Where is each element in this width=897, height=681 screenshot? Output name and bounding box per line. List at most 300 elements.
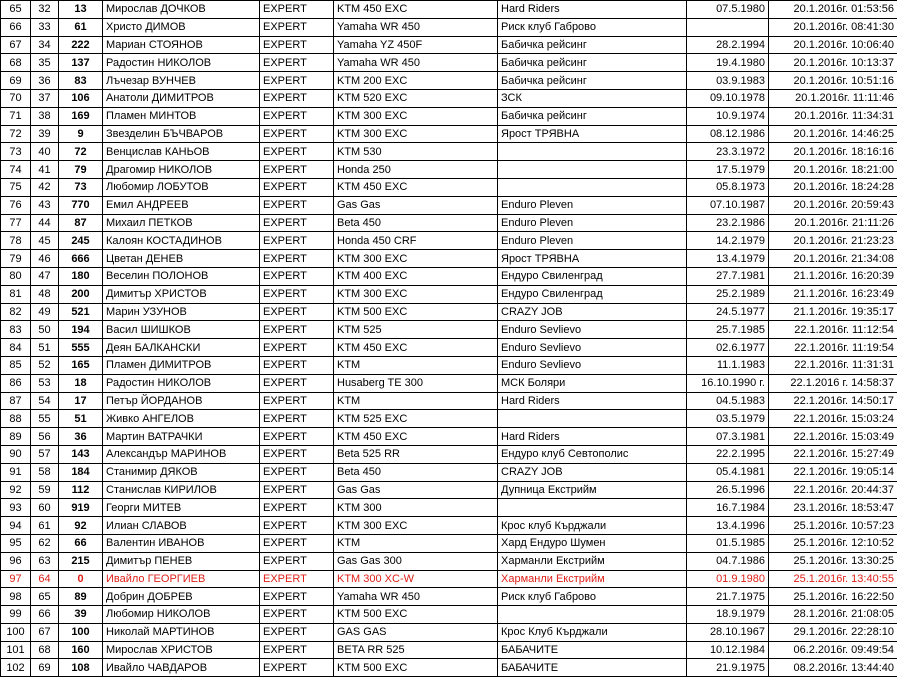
rider-name-cell: Радостин НИКОЛОВ <box>103 374 260 392</box>
motorcycle-cell: KTM 450 EXC <box>334 178 498 196</box>
motorcycle-cell: KTM 450 EXC <box>334 339 498 357</box>
race-number-cell: 83 <box>59 72 103 90</box>
club-cell: БАБАЧИТЕ <box>498 641 687 659</box>
class-position-cell: 58 <box>31 463 59 481</box>
table-row <box>1 125 897 143</box>
registration-time-cell: 20.1.2016г. 18:21:00 <box>769 161 897 179</box>
category-cell: EXPERT <box>260 267 334 285</box>
registration-time-cell: 20.1.2016г. 18:24:28 <box>769 178 897 196</box>
motorcycle-cell: KTM 300 XC-W <box>334 570 498 588</box>
class-position-cell: 41 <box>31 161 59 179</box>
category-cell: EXPERT <box>260 623 334 641</box>
rider-name-cell: Петър ЙОРДАНОВ <box>103 392 260 410</box>
category-cell: EXPERT <box>260 161 334 179</box>
motorcycle-cell: KTM <box>334 356 498 374</box>
motorcycle-cell: KTM 530 <box>334 143 498 161</box>
club-cell: Ярост ТРЯВНА <box>498 250 687 268</box>
race-number-cell: 137 <box>59 54 103 72</box>
row-number-cell: 74 <box>1 161 31 179</box>
rider-name-cell: Христо ДИМОВ <box>103 18 260 36</box>
class-position-cell: 50 <box>31 321 59 339</box>
table-row <box>1 552 897 570</box>
row-number-cell: 76 <box>1 196 31 214</box>
club-cell: МСК Боляри <box>498 374 687 392</box>
rider-name-cell: Георги МИТЕВ <box>103 499 260 517</box>
club-cell: Бабичка рейсинг <box>498 54 687 72</box>
class-position-cell: 39 <box>31 125 59 143</box>
rider-name-cell: Деян БАЛКАНСКИ <box>103 339 260 357</box>
row-number-cell: 91 <box>1 463 31 481</box>
table-row <box>1 410 897 428</box>
category-cell: EXPERT <box>260 285 334 303</box>
birth-date-cell: 03.9.1983 <box>687 72 769 90</box>
motorcycle-cell: KTM 450 EXC <box>334 1 498 19</box>
club-cell: Hard Riders <box>498 1 687 19</box>
birth-date-cell: 21.9.1975 <box>687 659 769 677</box>
table-row <box>1 374 897 392</box>
registration-time-cell: 20.1.2016г. 14:46:25 <box>769 125 897 143</box>
rider-name-cell: Радостин НИКОЛОВ <box>103 54 260 72</box>
table-row <box>1 606 897 624</box>
table-row <box>1 499 897 517</box>
table-row <box>1 143 897 161</box>
race-number-cell: 89 <box>59 588 103 606</box>
row-number-cell: 100 <box>1 623 31 641</box>
registration-time-cell: 20.1.2016г. 11:11:46 <box>769 89 897 107</box>
rider-name-cell: Димитър ХРИСТОВ <box>103 285 260 303</box>
motorcycle-cell: Honda 250 <box>334 161 498 179</box>
class-position-cell: 35 <box>31 54 59 72</box>
category-cell: EXPERT <box>260 36 334 54</box>
registration-time-cell: 20.1.2016г. 10:06:40 <box>769 36 897 54</box>
rider-name-cell: Любомир НИКОЛОВ <box>103 606 260 624</box>
row-number-cell: 90 <box>1 445 31 463</box>
race-number-cell: 61 <box>59 18 103 36</box>
table-row <box>1 339 897 357</box>
birth-date-cell: 07.10.1987 <box>687 196 769 214</box>
table-row <box>1 659 897 677</box>
row-number-cell: 82 <box>1 303 31 321</box>
race-number-cell: 919 <box>59 499 103 517</box>
birth-date-cell: 16.7.1984 <box>687 499 769 517</box>
category-cell: EXPERT <box>260 463 334 481</box>
race-number-cell: 100 <box>59 623 103 641</box>
motorcycle-cell: KTM 300 EXC <box>334 125 498 143</box>
row-number-cell: 73 <box>1 143 31 161</box>
row-number-cell: 66 <box>1 18 31 36</box>
row-number-cell: 92 <box>1 481 31 499</box>
row-number-cell: 99 <box>1 606 31 624</box>
rider-name-cell: Калоян КОСТАДИНОВ <box>103 232 260 250</box>
birth-date-cell: 01.5.1985 <box>687 534 769 552</box>
registration-time-cell: 29.1.2016г. 22:28:10 <box>769 623 897 641</box>
class-position-cell: 37 <box>31 89 59 107</box>
birth-date-cell: 25.2.1989 <box>687 285 769 303</box>
registration-time-cell: 20.1.2016г. 21:23:23 <box>769 232 897 250</box>
row-number-cell: 72 <box>1 125 31 143</box>
race-number-cell: 169 <box>59 107 103 125</box>
registration-time-cell: 20.1.2016г. 10:13:37 <box>769 54 897 72</box>
birth-date-cell: 23.2.1986 <box>687 214 769 232</box>
rider-name-cell: Добрин ДОБРЕВ <box>103 588 260 606</box>
rider-name-cell: Пламен ДИМИТРОВ <box>103 356 260 374</box>
category-cell: EXPERT <box>260 196 334 214</box>
table-row <box>1 534 897 552</box>
row-number-cell: 81 <box>1 285 31 303</box>
class-position-cell: 59 <box>31 481 59 499</box>
club-cell: ЗСК <box>498 89 687 107</box>
category-cell: EXPERT <box>260 214 334 232</box>
motorcycle-cell: KTM 525 EXC <box>334 410 498 428</box>
race-number-cell: 215 <box>59 552 103 570</box>
race-number-cell: 36 <box>59 428 103 446</box>
race-number-cell: 17 <box>59 392 103 410</box>
row-number-cell: 65 <box>1 1 31 19</box>
rider-name-cell: Пламен МИНТОВ <box>103 107 260 125</box>
rider-name-cell: Мариан СТОЯНОВ <box>103 36 260 54</box>
category-cell: EXPERT <box>260 499 334 517</box>
birth-date-cell: 21.7.1975 <box>687 588 769 606</box>
row-number-cell: 101 <box>1 641 31 659</box>
category-cell: EXPERT <box>260 321 334 339</box>
class-position-cell: 55 <box>31 410 59 428</box>
row-number-cell: 87 <box>1 392 31 410</box>
registration-time-cell: 20.1.2016г. 10:51:16 <box>769 72 897 90</box>
race-number-cell: 160 <box>59 641 103 659</box>
club-cell: Дупница Екстрийм <box>498 481 687 499</box>
registration-time-cell: 08.2.2016г. 13:44:40 <box>769 659 897 677</box>
class-position-cell: 43 <box>31 196 59 214</box>
class-position-cell: 34 <box>31 36 59 54</box>
race-number-cell: 92 <box>59 517 103 535</box>
rider-name-cell: Александър МАРИНОВ <box>103 445 260 463</box>
row-number-cell: 88 <box>1 410 31 428</box>
table-row <box>1 588 897 606</box>
rider-name-cell: Станимир ДЯКОВ <box>103 463 260 481</box>
rider-name-cell: Валентин ИВАНОВ <box>103 534 260 552</box>
category-cell: EXPERT <box>260 588 334 606</box>
category-cell: EXPERT <box>260 606 334 624</box>
category-cell: EXPERT <box>260 72 334 90</box>
race-number-cell: 184 <box>59 463 103 481</box>
category-cell: EXPERT <box>260 54 334 72</box>
table-row <box>1 356 897 374</box>
table-row <box>1 641 897 659</box>
birth-date-cell: 23.3.1972 <box>687 143 769 161</box>
row-number-cell: 94 <box>1 517 31 535</box>
rider-name-cell: Станислав КИРИЛОВ <box>103 481 260 499</box>
registration-time-cell: 28.1.2016г. 21:08:05 <box>769 606 897 624</box>
motorcycle-cell: KTM <box>334 392 498 410</box>
club-cell: БАБАЧИТЕ <box>498 659 687 677</box>
rider-name-cell: Димитър ПЕНЕВ <box>103 552 260 570</box>
registration-time-cell: 25.1.2016г. 16:22:50 <box>769 588 897 606</box>
table-row <box>1 428 897 446</box>
class-position-cell: 36 <box>31 72 59 90</box>
birth-date-cell: 18.9.1979 <box>687 606 769 624</box>
birth-date-cell: 10.12.1984 <box>687 641 769 659</box>
club-cell: Hard Riders <box>498 428 687 446</box>
race-number-cell: 143 <box>59 445 103 463</box>
motorcycle-cell: KTM 200 EXC <box>334 72 498 90</box>
race-number-cell: 555 <box>59 339 103 357</box>
motorcycle-cell: Honda 450 CRF <box>334 232 498 250</box>
rider-name-cell: Ивайло ГЕОРГИЕВ <box>103 570 260 588</box>
birth-date-cell: 14.2.1979 <box>687 232 769 250</box>
category-cell: EXPERT <box>260 178 334 196</box>
race-number-cell: 79 <box>59 161 103 179</box>
rider-name-cell: Марин УЗУНОВ <box>103 303 260 321</box>
registration-time-cell: 22.1.2016 г. 14:58:37 <box>769 374 897 392</box>
class-position-cell: 56 <box>31 428 59 446</box>
birth-date-cell: 05.4.1981 <box>687 463 769 481</box>
table-row <box>1 285 897 303</box>
race-number-cell: 87 <box>59 214 103 232</box>
category-cell: EXPERT <box>260 641 334 659</box>
rider-name-cell: Васил ШИШКОВ <box>103 321 260 339</box>
race-number-cell: 222 <box>59 36 103 54</box>
class-position-cell: 69 <box>31 659 59 677</box>
table-row <box>1 250 897 268</box>
row-number-cell: 97 <box>1 570 31 588</box>
registration-time-cell: 22.1.2016г. 15:03:49 <box>769 428 897 446</box>
race-number-cell: 66 <box>59 534 103 552</box>
birth-date-cell: 26.5.1996 <box>687 481 769 499</box>
rider-name-cell: Анатоли ДИМИТРОВ <box>103 89 260 107</box>
motorcycle-cell: KTM 300 EXC <box>334 517 498 535</box>
registration-time-cell: 06.2.2016г. 09:49:54 <box>769 641 897 659</box>
table-row <box>1 89 897 107</box>
row-number-cell: 68 <box>1 54 31 72</box>
table-row <box>1 267 897 285</box>
table-row <box>1 72 897 90</box>
club-cell <box>498 499 687 517</box>
birth-date-cell: 07.3.1981 <box>687 428 769 446</box>
race-number-cell: 666 <box>59 250 103 268</box>
rider-name-cell: Веселин ПОЛОНОВ <box>103 267 260 285</box>
club-cell: Ендуро Свиленград <box>498 267 687 285</box>
category-cell: EXPERT <box>260 374 334 392</box>
motorcycle-cell: KTM 300 EXC <box>334 107 498 125</box>
birth-date-cell: 04.5.1983 <box>687 392 769 410</box>
registration-time-cell: 22.1.2016г. 15:03:24 <box>769 410 897 428</box>
race-number-cell: 9 <box>59 125 103 143</box>
club-cell: Хард Ендуро Шумен <box>498 534 687 552</box>
motorcycle-cell: KTM 525 <box>334 321 498 339</box>
class-position-cell: 42 <box>31 178 59 196</box>
table-row <box>1 303 897 321</box>
row-number-cell: 67 <box>1 36 31 54</box>
registration-time-cell: 22.1.2016г. 20:44:37 <box>769 481 897 499</box>
class-position-cell: 60 <box>31 499 59 517</box>
class-position-cell: 49 <box>31 303 59 321</box>
class-position-cell: 61 <box>31 517 59 535</box>
table-row <box>1 36 897 54</box>
club-cell <box>498 143 687 161</box>
motorcycle-cell: KTM 520 EXC <box>334 89 498 107</box>
club-cell: Ендуро клуб Севтополис <box>498 445 687 463</box>
registration-time-cell: 21.1.2016г. 16:23:49 <box>769 285 897 303</box>
table-body <box>1 1 897 677</box>
motorcycle-cell: Yamaha WR 450 <box>334 588 498 606</box>
category-cell: EXPERT <box>260 392 334 410</box>
club-cell <box>498 178 687 196</box>
row-number-cell: 84 <box>1 339 31 357</box>
club-cell: Enduro Sevlievo <box>498 356 687 374</box>
race-number-cell: 39 <box>59 606 103 624</box>
registration-time-cell: 20.1.2016г. 11:34:31 <box>769 107 897 125</box>
category-cell: EXPERT <box>260 659 334 677</box>
category-cell: EXPERT <box>260 517 334 535</box>
registration-time-cell: 20.1.2016г. 21:11:26 <box>769 214 897 232</box>
category-cell: EXPERT <box>260 570 334 588</box>
rider-name-cell: Звезделин БЪЧВАРОВ <box>103 125 260 143</box>
birth-date-cell: 03.5.1979 <box>687 410 769 428</box>
birth-date-cell: 07.5.1980 <box>687 1 769 19</box>
motorcycle-cell: KTM 500 EXC <box>334 303 498 321</box>
race-number-cell: 165 <box>59 356 103 374</box>
birth-date-cell: 04.7.1986 <box>687 552 769 570</box>
motorcycle-cell: Beta 525 RR <box>334 445 498 463</box>
registration-time-cell: 22.1.2016г. 19:05:14 <box>769 463 897 481</box>
birth-date-cell: 08.12.1986 <box>687 125 769 143</box>
registration-time-cell: 20.1.2016г. 08:41:30 <box>769 18 897 36</box>
birth-date-cell: 13.4.1979 <box>687 250 769 268</box>
class-position-cell: 47 <box>31 267 59 285</box>
row-number-cell: 71 <box>1 107 31 125</box>
table-row <box>1 1 897 19</box>
club-cell: CRAZY JOB <box>498 303 687 321</box>
table-row <box>1 463 897 481</box>
class-position-cell: 48 <box>31 285 59 303</box>
row-number-cell: 77 <box>1 214 31 232</box>
registration-time-cell: 25.1.2016г. 12:10:52 <box>769 534 897 552</box>
class-position-cell: 46 <box>31 250 59 268</box>
table-row <box>1 623 897 641</box>
row-number-cell: 78 <box>1 232 31 250</box>
class-position-cell: 40 <box>31 143 59 161</box>
row-number-cell: 69 <box>1 72 31 90</box>
birth-date-cell: 13.4.1996 <box>687 517 769 535</box>
club-cell <box>498 606 687 624</box>
rider-name-cell: Лъчезар ВУНЧЕВ <box>103 72 260 90</box>
category-cell: EXPERT <box>260 445 334 463</box>
rider-name-cell: Живко АНГЕЛОВ <box>103 410 260 428</box>
club-cell: Enduro Sevlievo <box>498 321 687 339</box>
birth-date-cell: 22.2.1995 <box>687 445 769 463</box>
row-number-cell: 80 <box>1 267 31 285</box>
class-position-cell: 68 <box>31 641 59 659</box>
motorcycle-cell: Yamaha WR 450 <box>334 54 498 72</box>
table-row <box>1 321 897 339</box>
class-position-cell: 44 <box>31 214 59 232</box>
registration-time-cell: 22.1.2016г. 11:31:31 <box>769 356 897 374</box>
table-row <box>1 18 897 36</box>
row-number-cell: 95 <box>1 534 31 552</box>
motorcycle-cell: KTM 300 EXC <box>334 250 498 268</box>
race-number-cell: 18 <box>59 374 103 392</box>
class-position-cell: 65 <box>31 588 59 606</box>
table-row <box>1 196 897 214</box>
registration-time-cell: 20.1.2016г. 18:16:16 <box>769 143 897 161</box>
registration-time-cell: 20.1.2016г. 01:53:56 <box>769 1 897 19</box>
birth-date-cell: 27.7.1981 <box>687 267 769 285</box>
club-cell: Ярост ТРЯВНА <box>498 125 687 143</box>
row-number-cell: 93 <box>1 499 31 517</box>
birth-date-cell: 05.8.1973 <box>687 178 769 196</box>
club-cell: Enduro Pleven <box>498 214 687 232</box>
registration-time-cell: 22.1.2016г. 11:12:54 <box>769 321 897 339</box>
category-cell: EXPERT <box>260 18 334 36</box>
club-cell: Hard Riders <box>498 392 687 410</box>
table-row <box>1 214 897 232</box>
class-position-cell: 63 <box>31 552 59 570</box>
club-cell: Enduro Pleven <box>498 232 687 250</box>
registration-time-cell: 25.1.2016г. 13:30:25 <box>769 552 897 570</box>
race-number-cell: 73 <box>59 178 103 196</box>
registration-time-cell: 25.1.2016г. 10:57:23 <box>769 517 897 535</box>
class-position-cell: 64 <box>31 570 59 588</box>
motorcycle-cell: KTM 300 EXC <box>334 285 498 303</box>
category-cell: EXPERT <box>260 481 334 499</box>
registration-time-cell: 22.1.2016г. 14:50:17 <box>769 392 897 410</box>
club-cell: Бабичка рейсинг <box>498 72 687 90</box>
club-cell: Харманли Екстрийм <box>498 570 687 588</box>
club-cell: Enduro Sevlievo <box>498 339 687 357</box>
class-position-cell: 53 <box>31 374 59 392</box>
race-number-cell: 13 <box>59 1 103 19</box>
birth-date-cell: 10.9.1974 <box>687 107 769 125</box>
table-row <box>1 481 897 499</box>
table-row <box>1 232 897 250</box>
motorcycle-cell: BETA RR 525 <box>334 641 498 659</box>
class-position-cell: 51 <box>31 339 59 357</box>
class-position-cell: 54 <box>31 392 59 410</box>
category-cell: EXPERT <box>260 232 334 250</box>
row-number-cell: 102 <box>1 659 31 677</box>
class-position-cell: 45 <box>31 232 59 250</box>
birth-date-cell: 09.10.1978 <box>687 89 769 107</box>
table-row <box>1 161 897 179</box>
class-position-cell: 67 <box>31 623 59 641</box>
table-row <box>1 392 897 410</box>
row-number-cell: 98 <box>1 588 31 606</box>
table-row <box>1 517 897 535</box>
table-row <box>1 570 897 588</box>
race-number-cell: 770 <box>59 196 103 214</box>
category-cell: EXPERT <box>260 125 334 143</box>
row-number-cell: 79 <box>1 250 31 268</box>
club-cell: Крос клуб Кърджали <box>498 517 687 535</box>
rider-name-cell: Емил АНДРЕЕВ <box>103 196 260 214</box>
row-number-cell: 85 <box>1 356 31 374</box>
motorcycle-cell: Beta 450 <box>334 214 498 232</box>
table-row <box>1 178 897 196</box>
birth-date-cell: 28.10.1967 <box>687 623 769 641</box>
category-cell: EXPERT <box>260 552 334 570</box>
category-cell: EXPERT <box>260 534 334 552</box>
motorcycle-cell: KTM 300 <box>334 499 498 517</box>
birth-date-cell: 25.7.1985 <box>687 321 769 339</box>
race-number-cell: 108 <box>59 659 103 677</box>
registration-time-cell: 21.1.2016г. 19:35:17 <box>769 303 897 321</box>
birth-date-cell: 17.5.1979 <box>687 161 769 179</box>
table-row <box>1 54 897 72</box>
row-number-cell: 75 <box>1 178 31 196</box>
rider-name-cell: Венцислав КАНЬОВ <box>103 143 260 161</box>
category-cell: EXPERT <box>260 107 334 125</box>
club-cell: Крос Клуб Кърджали <box>498 623 687 641</box>
